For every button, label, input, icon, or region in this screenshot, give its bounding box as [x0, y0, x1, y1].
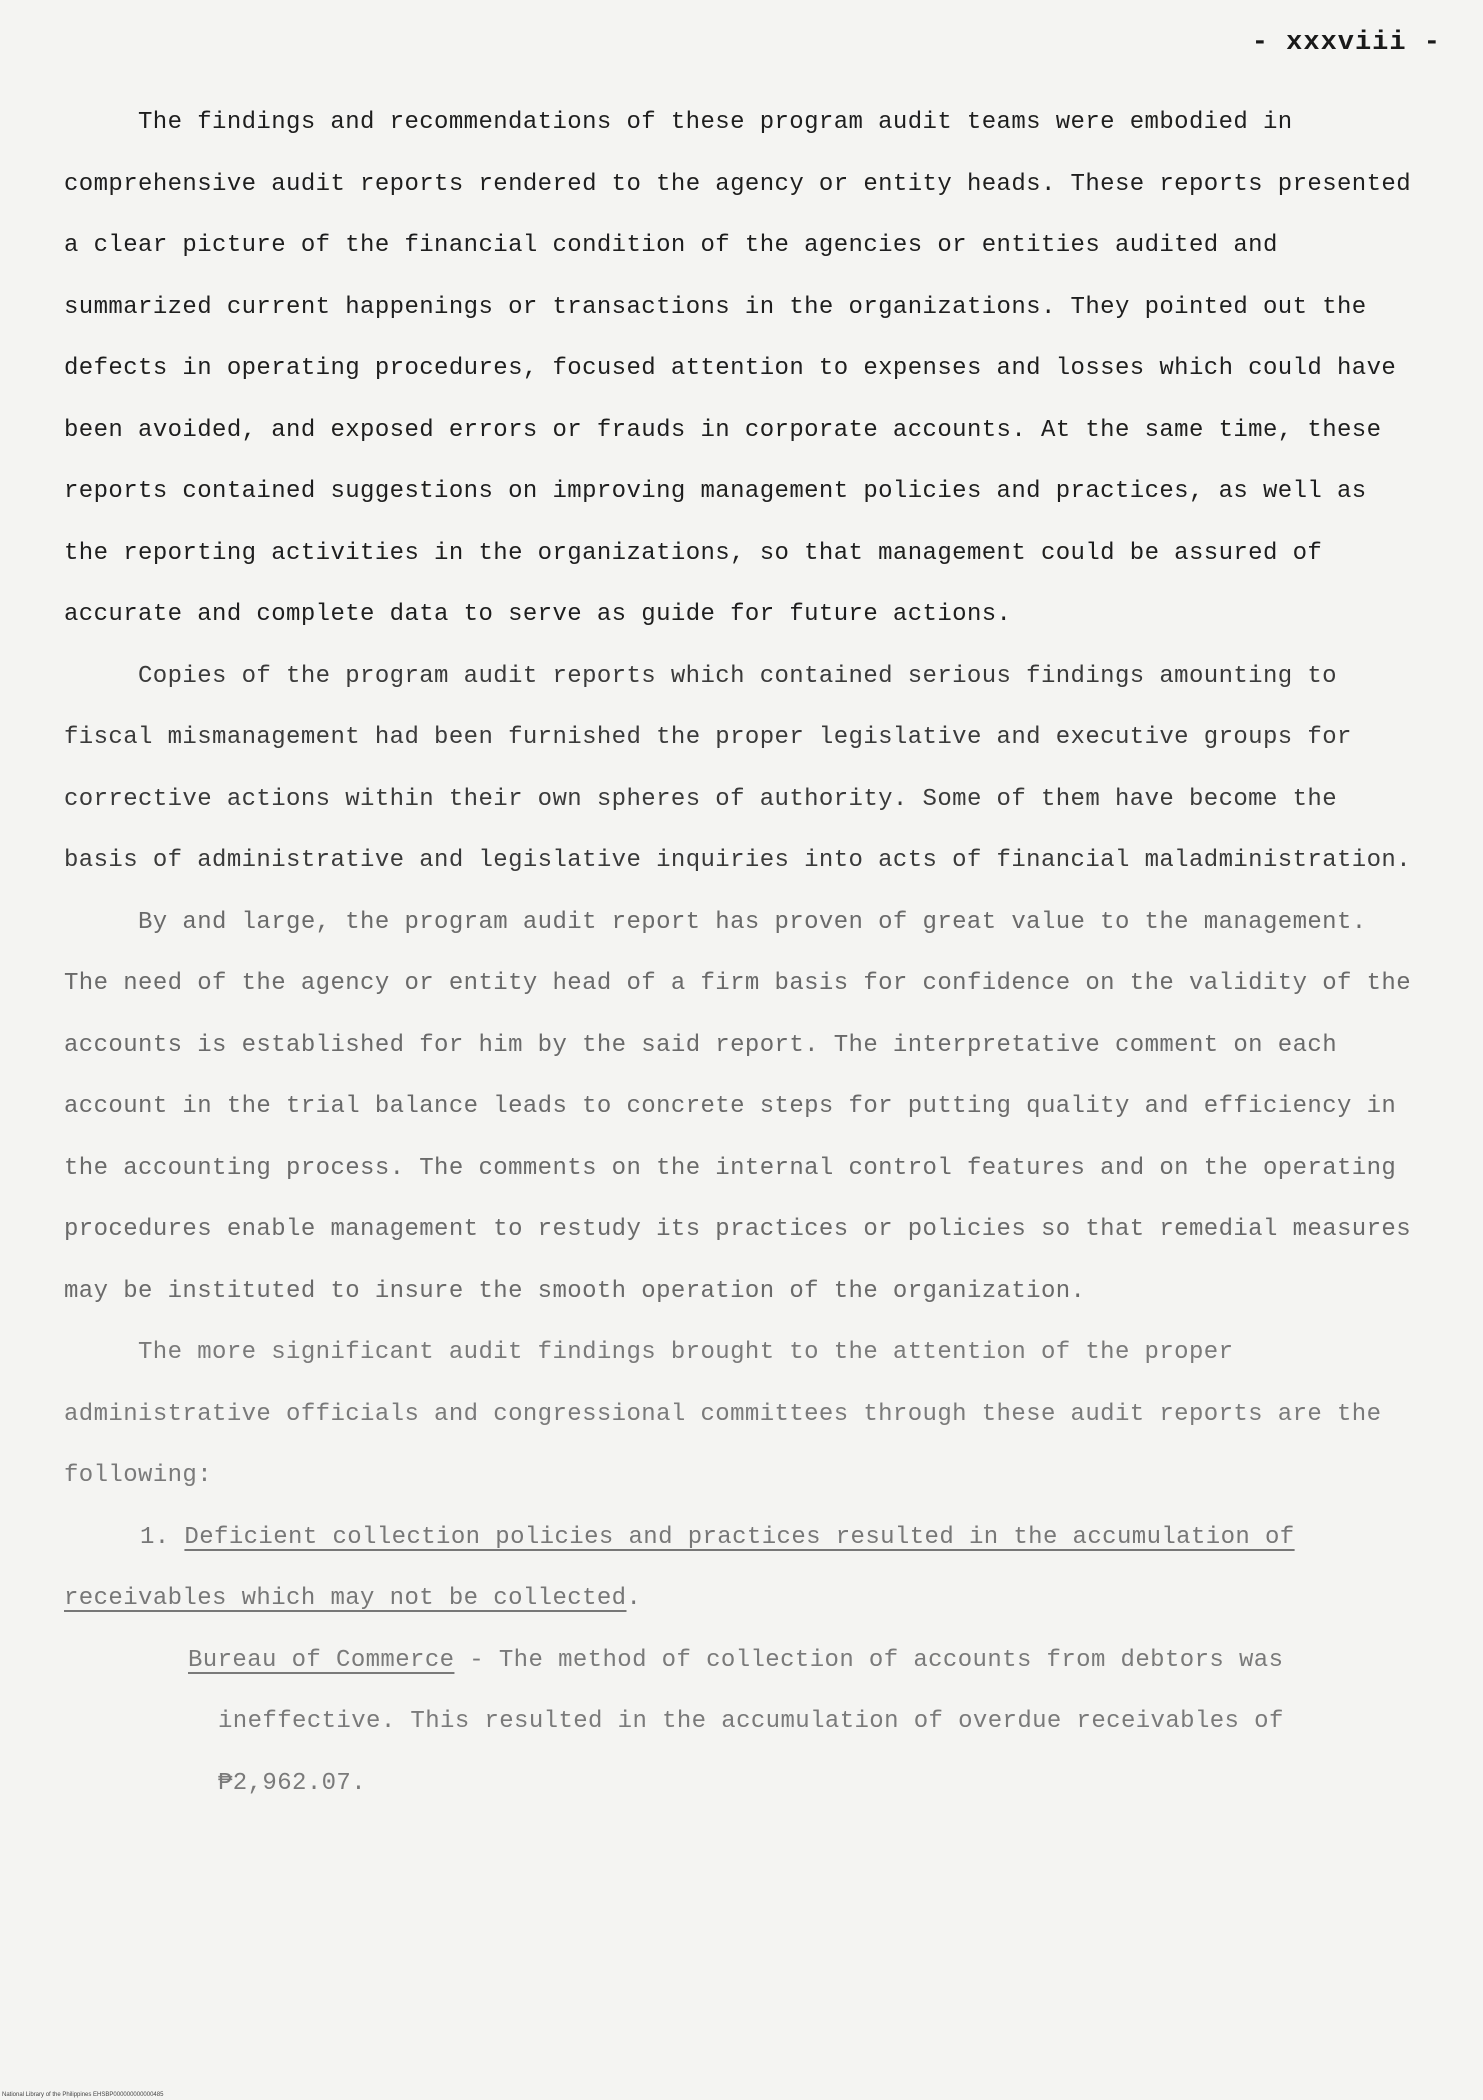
paragraph-audit-reports: The findings and recommendations of these program audit teams were embodied in comprehensive audit reports rendered to the agency or entity heads. These reports presented a clear picture of the financial condition of the agencies or entities audited and summarized current happenings or transactions in the organizations. They pointed out the defects in operating procedures, focused attention to expenses and losses which could have been avoided, and exposed errors or frauds in corporate accounts. At the same time, these reports contained suggestions on improving management policies and practices, as well as the reporting activities in the organizations, so that management could be assured of accurate and complete data to serve as guide for future actions. [64, 109, 1412, 628]
page-number: - xxxviii - [1251, 28, 1441, 58]
finding-number: 1. [140, 1523, 185, 1551]
agency-name: Bureau of Commerce [188, 1646, 455, 1674]
finding-detail-text-continued: ineffective. This resulted in the accumulation of overdue receivables of ₱2,962.07. [218, 1708, 1284, 1797]
finding-trail: . [626, 1585, 642, 1612]
archive-footer: National Library of the Philippines EHSBP000000000000485 [2, 2092, 164, 2098]
finding-detail-text: - The method of collection of accounts from debtors was [454, 1646, 1284, 1674]
paragraph-copies-furnished: Copies of the program audit reports which contained serious findings amounting to fiscal mismanagement had been furnished the proper legislative and executive groups for corrective actions within their own spheres of authority. Some of them have become the basis of administrative and legislative inquiries into acts of financial maladministration. [64, 662, 1412, 874]
finding-heading: Deficient collection policies and practices resulted in the accumulation of receivables which may not be collected [64, 1523, 1295, 1612]
paragraph-significant-findings: The more significant audit findings brought to the attention of the proper administrative officials and congressional committees through these audit reports are the following: [64, 1339, 1382, 1489]
finding-item-1 [64, 1507, 1424, 1630]
finding-detail-bureau-of-commerce [188, 1630, 1424, 1815]
paragraph-value-to-management: By and large, the program audit report has proven of great value to the management. The need of the agency or entity head of a firm basis for confidence on the validity of the accounts is established for him by the said report. The interpretative comment on each account in the trial balance leads to concrete steps for putting quality and efficiency in the accounting process. The comments on the internal control features and on the operating procedures enable management to restudy its practices or policies so that remedial measures may be instituted to insure the smooth operation of the organization. [64, 908, 1412, 1305]
body-text [64, 92, 1424, 1814]
